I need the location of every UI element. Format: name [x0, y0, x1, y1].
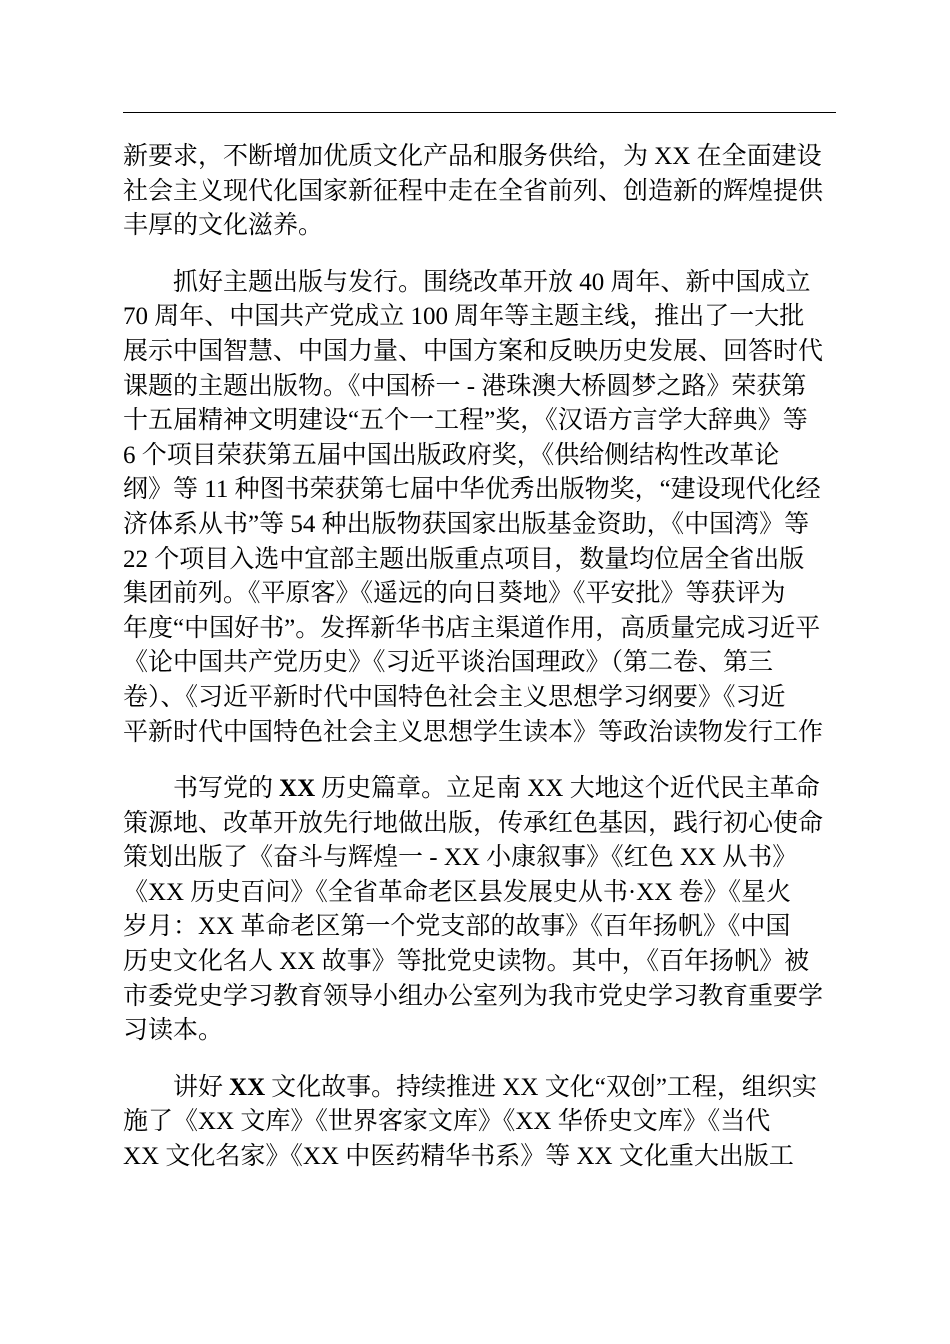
text-line: 济体系从书”等 54 种出版物获国家出版基金资助，《中国湾》等 [123, 510, 810, 538]
text-line: 展示中国智慧、中国力量、中国方案和反映历史发展、回答时代 [123, 337, 824, 365]
paragraph-2 [123, 266, 836, 750]
paragraph-4 [123, 1071, 836, 1175]
text-line: 丰厚的文化滋养。 [123, 212, 324, 240]
paragraph-3-lead-bold: XX [279, 775, 316, 803]
text-line: 习读本。 [123, 1017, 224, 1045]
paragraph-4-lead: 讲好 [173, 1073, 224, 1101]
text-line: 历史文化名人 XX 故事》等批党史读物。其中，《百年扬帆》被 [123, 948, 810, 976]
text-line [123, 772, 836, 807]
text-line: 集团前列。《平原客》《遥远的向日葵地》《平安批》等获评为 [123, 580, 786, 608]
text-line: 十五届精神文明建设“五个一工程”奖，《汉语方言学大辞典》等 [123, 407, 808, 435]
document-body [123, 140, 836, 1175]
text-line: 市委党史学习教育领导小组办公室列为我市党史学习教育重要学 [123, 982, 824, 1010]
text-line [123, 1071, 836, 1106]
paragraph-3-lead-rest: 历史篇章。立足南 XX 大地这个近代民主革命 [321, 775, 820, 803]
header-rule [123, 112, 836, 113]
text-line: 卷）、《习近平新时代中国特色社会主义思想学习纲要》《习近 [123, 683, 786, 711]
text-line: 策源地、改革开放先行地做出版，传承红色基因，践行初心使命 [123, 809, 824, 837]
text-line: 平新时代中国特色社会主义思想学生读本》等政治读物发行工作 [123, 718, 824, 746]
text-line: 抓好主题出版与发行。围绕改革开放 40 周年、新中国成立 [173, 268, 811, 296]
text-line: XX 文化名家》《XX 中医药精华书系》等 XX 文化重大出版工 [123, 1143, 794, 1171]
text-line: 施了《XX 文库》《世界客家文库》《XX 华侨史文库》《当代 [123, 1108, 771, 1136]
text-line: 《XX 历史百问》《全省革命老区县发展史从书·XX 卷》《星火 [123, 878, 792, 906]
text-line: 《论中国共产党历史》《习近平谈治国理政》（第二卷、第三 [123, 649, 774, 677]
text-line: 社会主义现代化国家新征程中走在全省前列、创造新的辉煌提供 [123, 177, 824, 205]
text-line: 岁月：XX 革命老区第一个党支部的故事》《百年扬帆》《中国 [123, 913, 791, 941]
text-line: 纲》等 11 种图书荣获第七届中华优秀出版物奖，“建设现代化经 [123, 476, 821, 504]
text-line: 策划出版了《奋斗与辉煌一 - XX 小康叙事》《红色 XX 从书》 [123, 844, 798, 872]
paragraph-4-lead-bold: XX [229, 1073, 266, 1101]
paragraph-1 [123, 140, 836, 244]
text-line: 22 个项目入选中宜部主题出版重点项目，数量均位居全省出版 [123, 545, 805, 573]
text-line: 新要求，不断增加优质文化产品和服务供给，为 XX 在全面建设 [123, 143, 822, 170]
paragraph-4-lead-rest: 文化故事。持续推进 XX 文化“双创”工程，组织实 [271, 1073, 817, 1101]
text-line: 年度“中国好书”。发挥新华书店主渠道作用，高质量完成习近平 [123, 614, 821, 642]
text-line: 课题的主题出版物。《中国桥一 - 港珠澳大桥圆梦之路》荣获第 [123, 372, 807, 400]
paragraph-3 [123, 772, 836, 1049]
paragraph-3-lead: 书写党的 [173, 775, 274, 803]
text-line: 6 个项目荣获第五届中国出版政府奖，《供给侧结构性改革论 [123, 441, 780, 469]
text-line: 70 周年、中国共产党成立 100 周年等主题主线，推出了一大批 [123, 303, 805, 331]
